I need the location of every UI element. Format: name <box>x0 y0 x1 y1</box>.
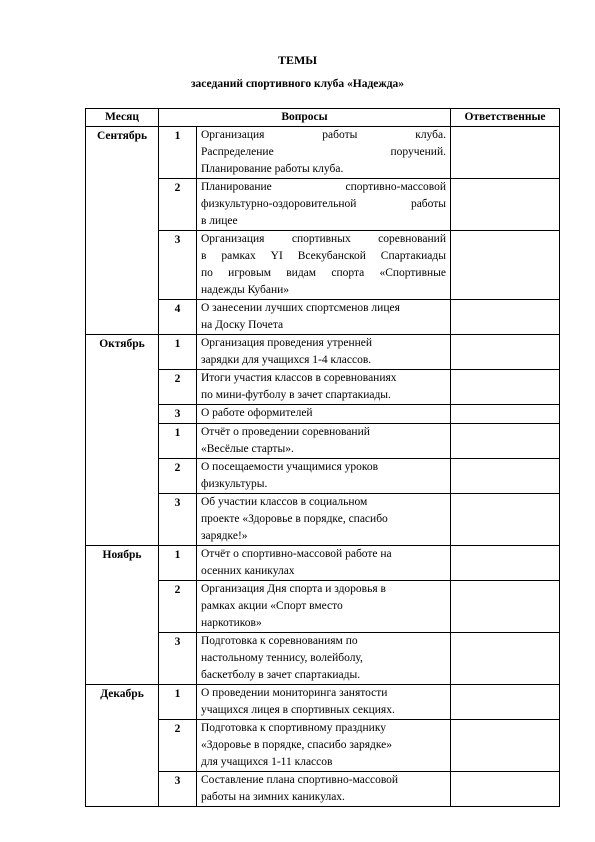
question-line: рамках акции «Спорт вместо <box>201 600 343 612</box>
responsible-cell <box>451 231 560 300</box>
question-cell <box>197 459 451 494</box>
responsible-cell <box>451 370 560 405</box>
item-number: 4 <box>159 300 197 335</box>
month-cell: Октябрь <box>86 335 159 546</box>
question-cell <box>197 335 451 370</box>
header-responsible: Ответственные <box>451 109 560 127</box>
item-number: 3 <box>159 633 197 685</box>
question-cell <box>197 494 451 546</box>
question-line: наркотиков» <box>201 617 262 629</box>
question-line: О посещаемости учащимися уроков <box>201 461 379 473</box>
responsible-cell <box>451 581 560 633</box>
topics-table <box>85 108 560 807</box>
question-cell <box>197 720 451 772</box>
question-line: проекте «Здоровье в порядке, спасибо <box>201 513 388 525</box>
table-row <box>86 546 560 581</box>
question-line: осенних каникулах <box>201 565 295 577</box>
question-cell <box>197 300 451 335</box>
item-number: 2 <box>159 581 197 633</box>
responsible-cell <box>451 459 560 494</box>
question-line: по мини-футболу в зачет спартакиады. <box>201 389 391 401</box>
question-cell <box>197 546 451 581</box>
month-cell: Декабрь <box>86 685 159 807</box>
item-number: 3 <box>159 231 197 300</box>
question-line: Организация Дня спорта и здоровья в <box>201 583 386 595</box>
question-line: Составление плана спортивно-массовой <box>201 774 399 786</box>
question-cell <box>197 424 451 459</box>
question-line: Планирование спортивно-массовой <box>201 181 446 193</box>
question-line: по игровым видам спорта «Спортивные <box>201 267 446 279</box>
question-cell <box>197 581 451 633</box>
question-line: физкультуры. <box>201 478 268 490</box>
question-cell <box>197 633 451 685</box>
question-line: баскетболу в зачет спартакиады. <box>201 669 361 681</box>
question-cell <box>197 179 451 231</box>
document-subtitle: заседаний спортивного клуба «Надежда» <box>190 78 405 90</box>
question-line: Об участии классов в социальном <box>201 496 368 508</box>
item-number: 1 <box>159 127 197 179</box>
question-line: Итоги участия классов в соревнованиях <box>201 372 397 384</box>
question-cell <box>197 405 451 424</box>
question-line: зарядке!» <box>201 530 248 542</box>
item-number: 1 <box>159 685 197 720</box>
item-number: 2 <box>159 179 197 231</box>
month-cell: Сентябрь <box>86 127 159 335</box>
responsible-cell <box>451 546 560 581</box>
question-cell <box>197 685 451 720</box>
item-number: 1 <box>159 335 197 370</box>
responsible-cell <box>451 179 560 231</box>
table-row <box>86 685 560 720</box>
question-line: в рамках YI Всекубанской Спартакиады <box>201 250 446 262</box>
question-line: Организация проведения утренней <box>201 337 373 349</box>
item-number: 1 <box>159 546 197 581</box>
responsible-cell <box>451 127 560 179</box>
item-number: 2 <box>159 720 197 772</box>
table-body <box>86 127 560 807</box>
question-line: О проведении мониторинга занятости <box>201 687 388 699</box>
question-line: учащихся лицея в спортивных секциях. <box>201 704 395 716</box>
responsible-cell <box>451 424 560 459</box>
header-month: Месяц <box>86 109 159 127</box>
item-number: 2 <box>159 459 197 494</box>
responsible-cell <box>451 494 560 546</box>
question-line: Подготовка к соревнованиям по <box>201 635 358 647</box>
table-row <box>86 335 560 370</box>
responsible-cell <box>451 772 560 807</box>
table-row <box>86 127 560 179</box>
responsible-cell <box>451 633 560 685</box>
document-title: ТЕМЫ <box>277 53 318 67</box>
question-line: О занесении лучших спортсменов лицея <box>201 302 400 314</box>
question-line: настольному теннису, волейболу, <box>201 652 363 664</box>
question-line: для учащихся 1-11 классов <box>201 756 333 768</box>
item-number: 1 <box>159 424 197 459</box>
responsible-cell <box>451 335 560 370</box>
item-number: 3 <box>159 772 197 807</box>
question-line: Отчёт о спортивно-массовой работе на <box>201 548 392 560</box>
question-cell <box>197 231 451 300</box>
question-line: физкультурно-оздоровительной работы <box>201 198 446 210</box>
question-line: в лицее <box>201 215 238 227</box>
responsible-cell <box>451 300 560 335</box>
responsible-cell <box>451 685 560 720</box>
question-line: надежды Кубани» <box>201 284 290 296</box>
responsible-cell <box>451 720 560 772</box>
question-line: Отчёт о проведении соревнований <box>201 426 370 438</box>
question-line: Распределение поручений. <box>201 146 446 158</box>
question-cell <box>197 370 451 405</box>
question-line: «Весёлые старты». <box>201 443 294 455</box>
question-line: О работе оформителей <box>201 407 313 419</box>
question-line: Планирование работы клуба. <box>201 163 344 175</box>
question-cell <box>197 127 451 179</box>
item-number: 3 <box>159 405 197 424</box>
question-line: на Доску Почета <box>201 319 284 331</box>
question-line: Подготовка к спортивному празднику <box>201 722 386 734</box>
question-line: зарядки для учащихся 1-4 классов. <box>201 354 372 366</box>
question-line: Организация работы клуба. <box>201 129 446 141</box>
month-cell: Ноябрь <box>86 546 159 685</box>
question-line: «Здоровье в порядке, спасибо зарядке» <box>201 739 393 751</box>
table-header-row <box>86 109 560 127</box>
item-number: 2 <box>159 370 197 405</box>
header-questions: Вопросы <box>159 109 451 127</box>
item-number: 3 <box>159 494 197 546</box>
question-line: Организация спортивных соревнований <box>201 233 446 245</box>
responsible-cell <box>451 405 560 424</box>
question-line: работы на зимних каникулах. <box>201 791 345 803</box>
question-cell <box>197 772 451 807</box>
